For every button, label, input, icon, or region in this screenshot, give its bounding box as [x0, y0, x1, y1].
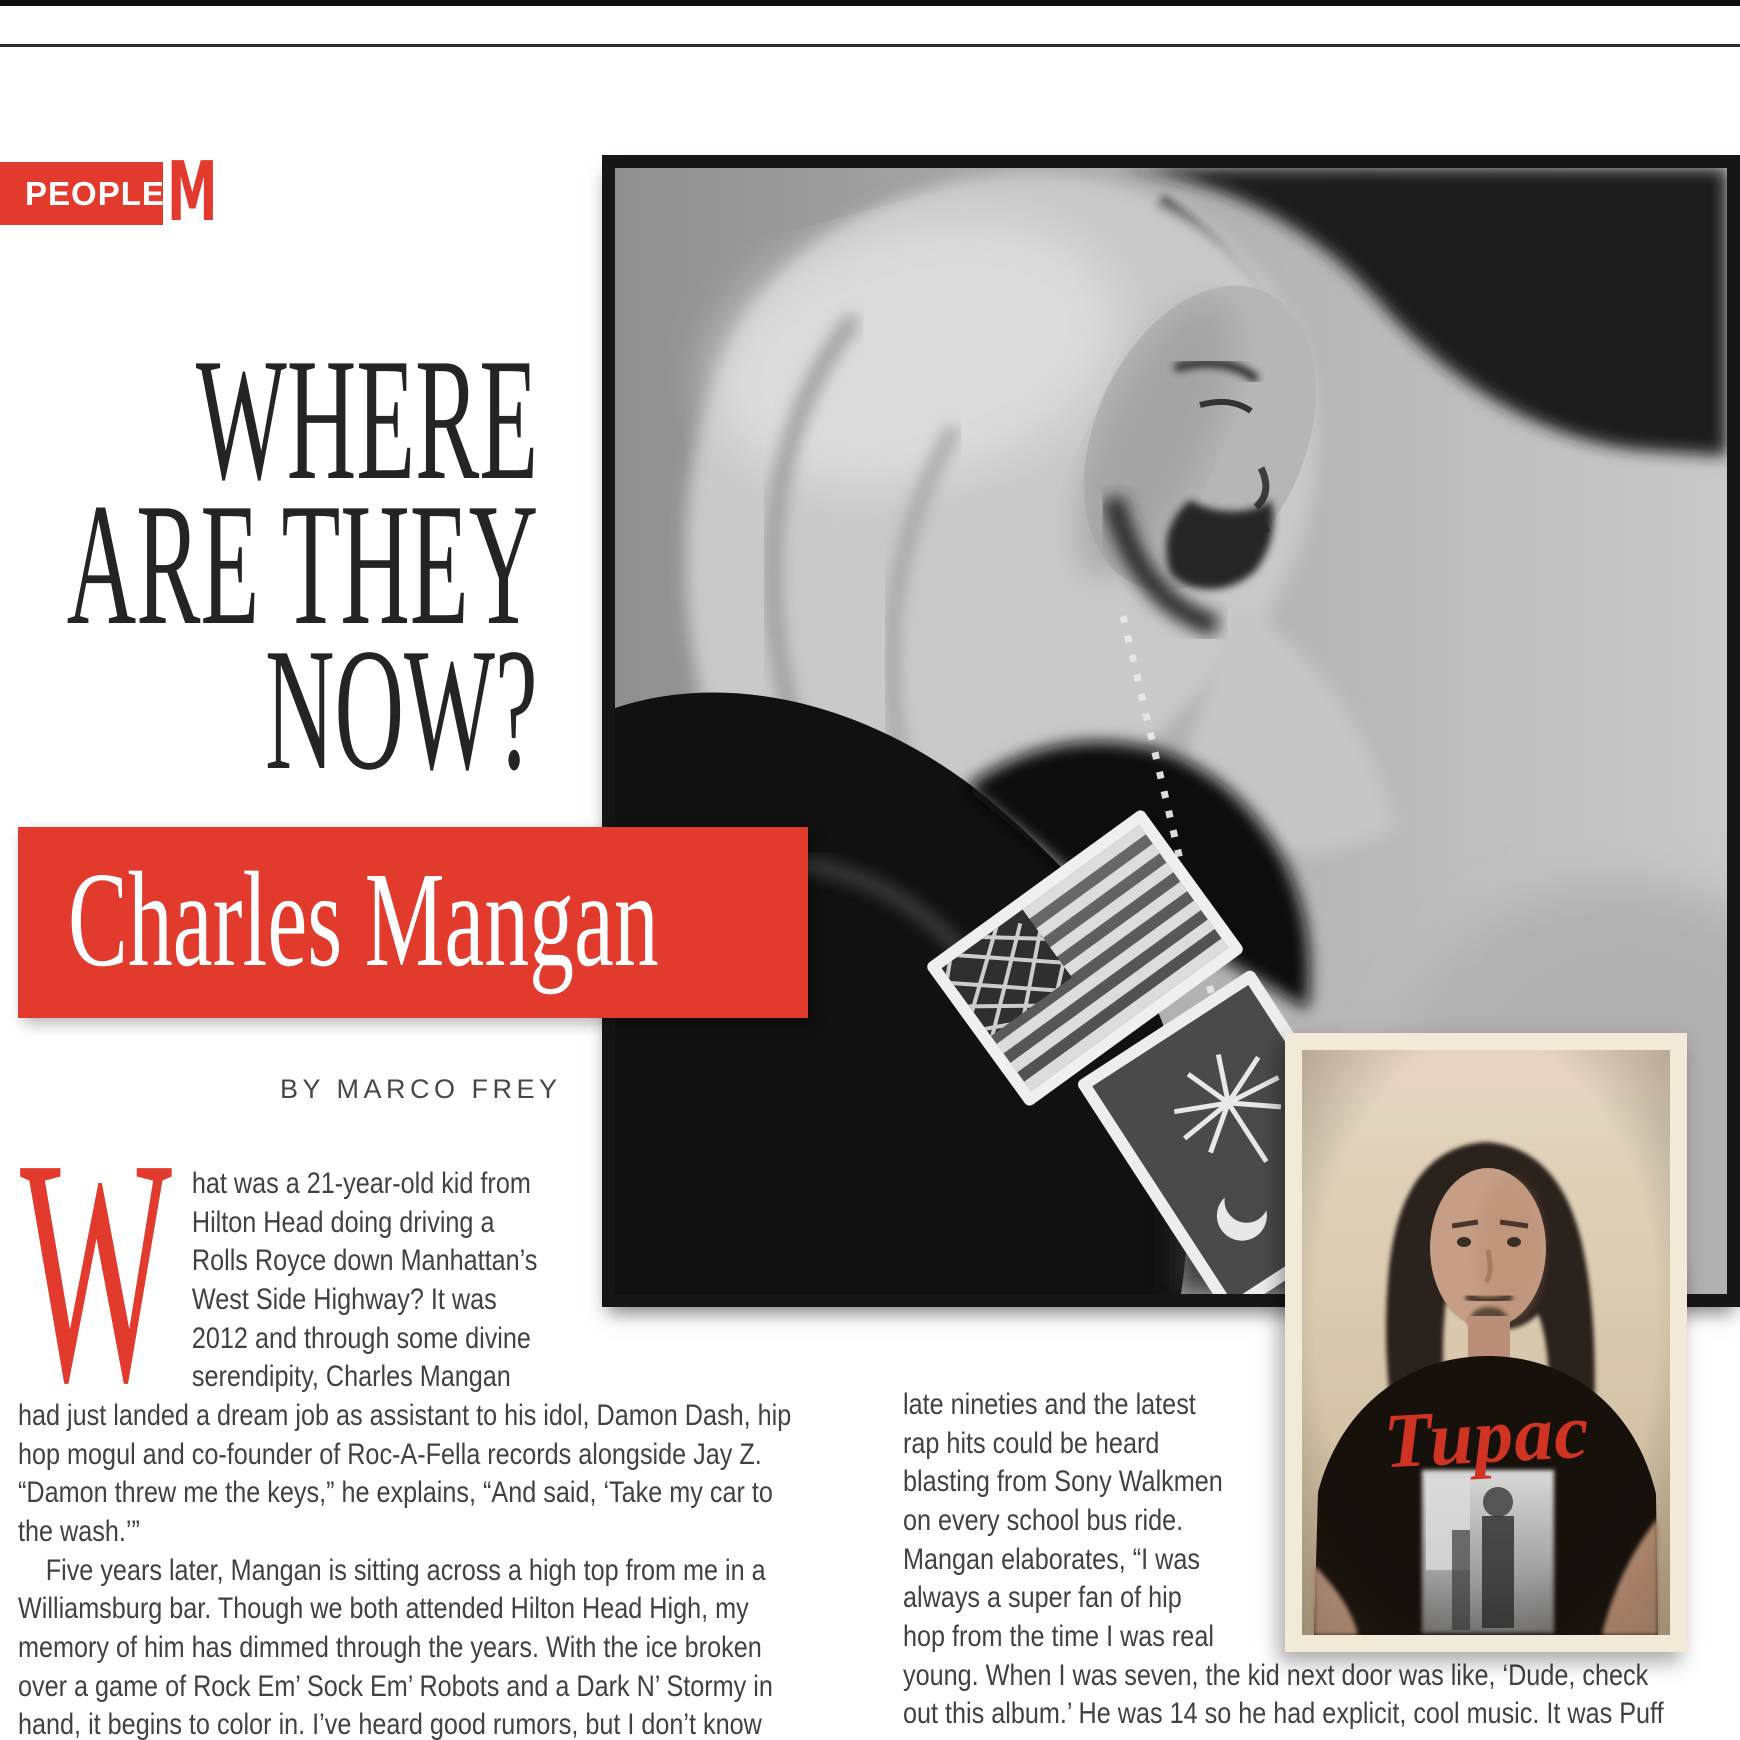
body-line: always a super fan of hip: [903, 1581, 1182, 1615]
body-line: “Damon threw me the keys,” he explains, “And said, ‘Take my car to: [18, 1476, 773, 1510]
dropcap-w: W: [20, 1092, 172, 1449]
subject-name-banner: [18, 827, 808, 1018]
top-black-bar: [0, 0, 1740, 6]
body-line: had just landed a dream job as assistant to his idol, Damon Dash, hip: [18, 1398, 792, 1432]
magazine-m-logo: M: [167, 145, 218, 240]
subject-name: Charles Mangan: [68, 845, 659, 995]
body-line: serendipity, Charles Mangan: [191, 1360, 511, 1394]
body-line: on every school bus ride.: [903, 1503, 1184, 1537]
headline-line-1: WHERE: [195, 322, 538, 516]
body-line: Rolls Royce down Manhattan’s: [191, 1244, 538, 1278]
headline-line-2: ARE THEY: [66, 467, 538, 661]
polaroid-art: [1302, 1050, 1670, 1635]
body-line: young. When I was seven, the kid next door was like, ‘Dude, check: [903, 1658, 1649, 1692]
body-line: hop mogul and co-founder of Roc-A-Fella records alongside Jay Z.: [18, 1437, 762, 1471]
body-line: rap hits could be heard: [903, 1426, 1160, 1460]
headline-line-3: NOW?: [265, 612, 538, 806]
body-line: West Side Highway? It was: [191, 1282, 497, 1316]
body-line: hop from the time I was real: [903, 1619, 1214, 1653]
body-line: Williamsburg bar. Though we both attended Hilton Head High, my: [18, 1592, 749, 1626]
inset-vignette: [1302, 1050, 1670, 1635]
body-line: hand, it begins to color in. I’ve heard good rumors, but I don’t know: [18, 1708, 762, 1740]
top-rule: [0, 44, 1740, 47]
body-line: blasting from Sony Walkmen: [903, 1465, 1223, 1499]
body-line: out this album.’ He was 14 so he had explicit, cool music. It was Puff: [903, 1697, 1664, 1731]
body-line: Hilton Head doing driving a: [191, 1205, 495, 1239]
body-line: Five years later, Mangan is sitting across a high top from me in a: [45, 1553, 766, 1587]
section-label: PEOPLE: [25, 174, 165, 212]
headline: [0, 322, 538, 806]
body-line: over a game of Rock Em’ Sock Em’ Robots and a Dark N’ Stormy in: [18, 1669, 773, 1703]
byline: BY MARCO FREY: [280, 1074, 562, 1104]
polaroid-inset: [1285, 1033, 1687, 1652]
body-line: late nineties and the latest: [903, 1388, 1196, 1421]
body-line: the wash.’”: [18, 1514, 140, 1548]
body-line: Mangan elaborates, “I was: [903, 1542, 1200, 1576]
body-line: memory of him has dimmed through the years. With the ice broken: [18, 1630, 762, 1664]
body-line: 2012 and through some divine: [191, 1321, 531, 1355]
article-column-1: [18, 1165, 883, 1740]
body-line: hat was a 21-year-old kid from: [191, 1167, 531, 1200]
section-badge: [0, 162, 163, 225]
